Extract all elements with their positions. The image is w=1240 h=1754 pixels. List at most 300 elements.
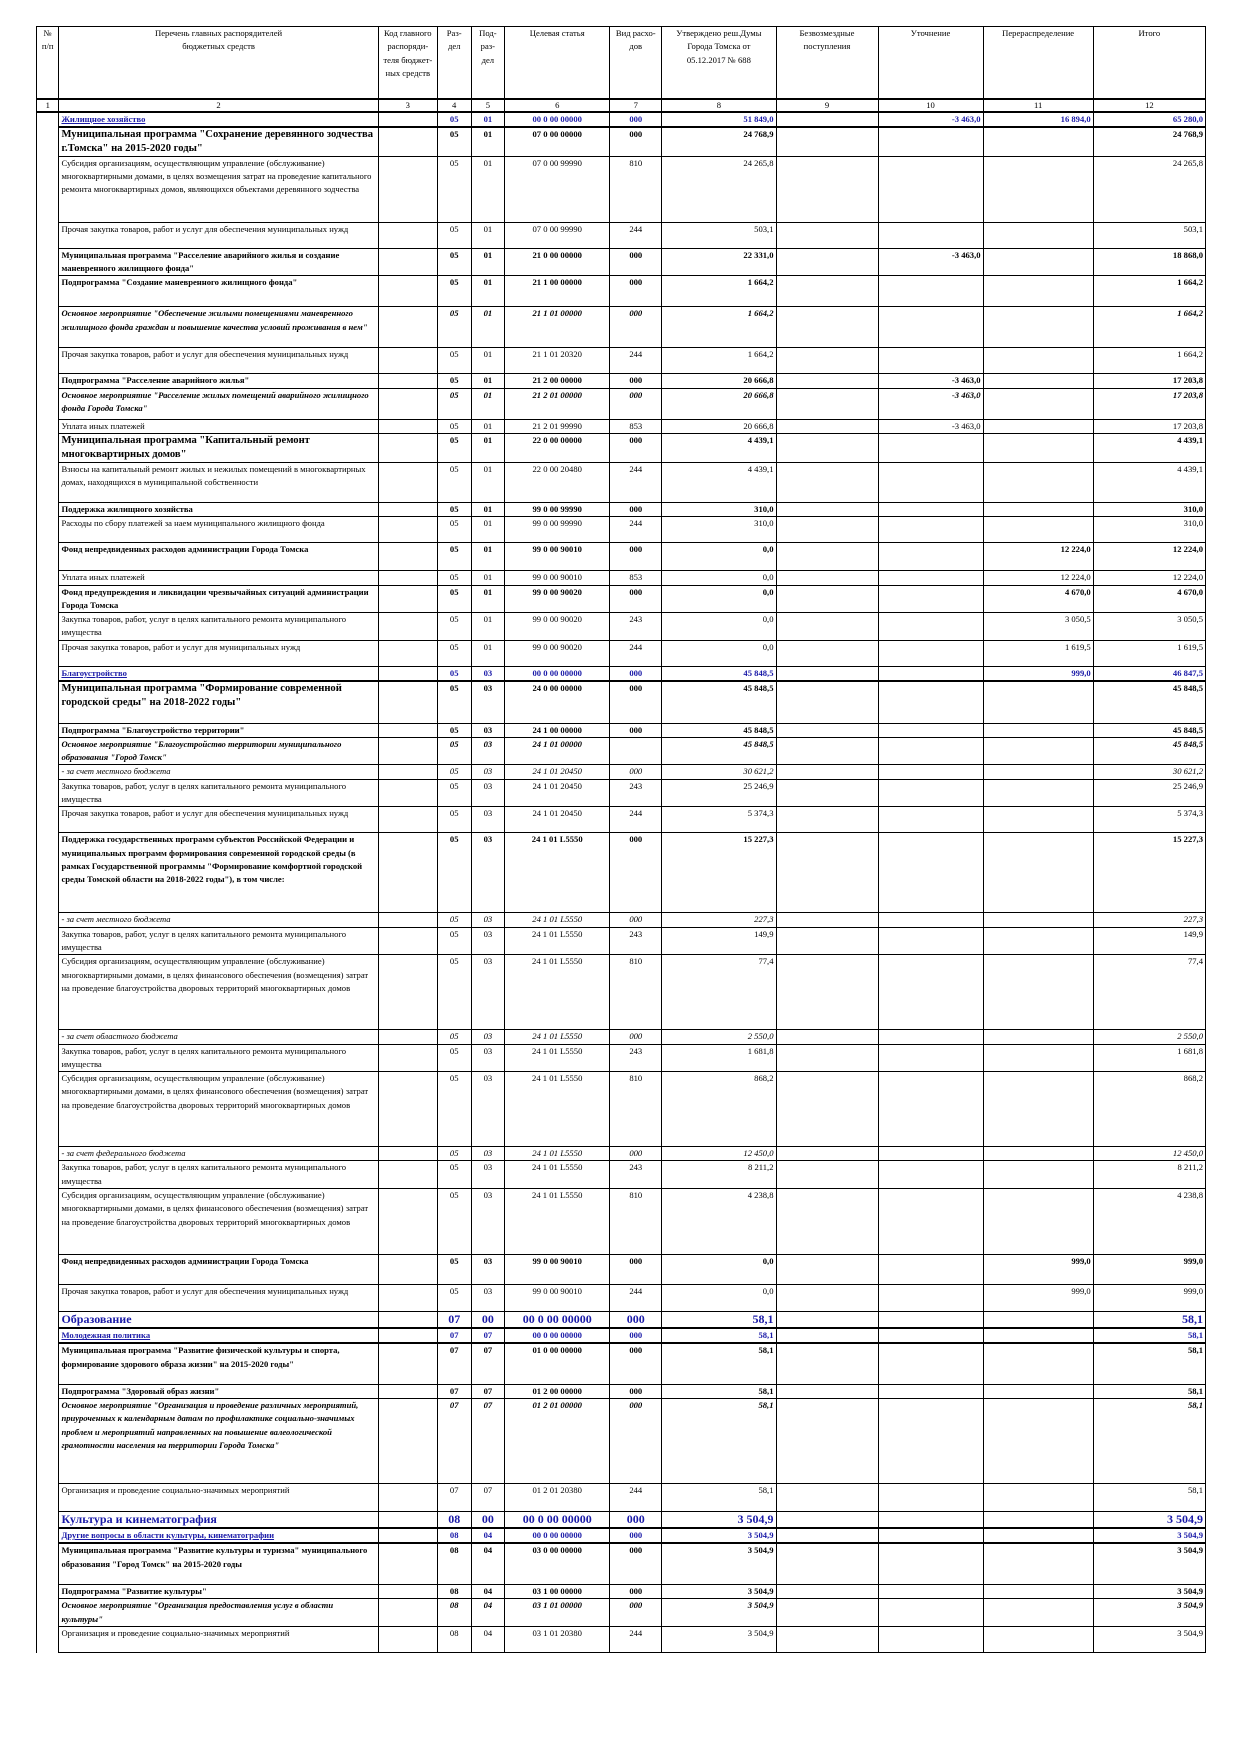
row-name: Закупка товаров, работ, услуг в целях капитального ремонта муниципального имущества xyxy=(59,1161,378,1189)
row-name: Субсидия организациям, осуществляющим управление (обслуживание) многоквартирными домами, в целях финансового обеспечения (возмещения) затрат на проведение благоустройства дворовых территорий многоквартирных домов xyxy=(59,1072,378,1147)
row-approved: 3 504,9 xyxy=(662,1512,776,1529)
row-free-receipts xyxy=(776,640,878,666)
row-section-code: 05 xyxy=(437,613,471,641)
row-free-receipts xyxy=(776,737,878,765)
row-clarification: -3 463,0 xyxy=(878,374,983,388)
row-name: Другие вопросы в области культуры, кинематографии xyxy=(59,1528,378,1543)
table-row xyxy=(37,1599,1206,1627)
table-row xyxy=(37,1030,1206,1044)
row-target-article: 99 0 00 90010 xyxy=(505,543,610,571)
row-total: 12 224,0 xyxy=(1093,571,1205,585)
row-target-article: 22 0 00 20480 xyxy=(505,462,610,502)
col-number: 9 xyxy=(776,99,878,112)
table-row xyxy=(37,1512,1206,1529)
row-expense-type: 000 xyxy=(610,502,662,516)
row-approved: 58,1 xyxy=(662,1484,776,1512)
row-approved: 0,0 xyxy=(662,571,776,585)
row-subsection-code: 03 xyxy=(471,913,505,927)
row-redistribution xyxy=(983,1147,1093,1161)
row-approved: 20 666,8 xyxy=(662,374,776,388)
row-total: 4 238,8 xyxy=(1093,1189,1205,1255)
header-total: Итого xyxy=(1093,27,1205,99)
row-name: Уплата иных платежей xyxy=(59,571,378,585)
row-redistribution xyxy=(983,1312,1093,1329)
row-redistribution: 999,0 xyxy=(983,1285,1093,1312)
table-row xyxy=(37,1399,1206,1484)
col-number: 10 xyxy=(878,99,983,112)
row-section-code: 05 xyxy=(437,723,471,737)
row-target-article: 07 0 00 99990 xyxy=(505,222,610,248)
row-section-code: 05 xyxy=(437,681,471,723)
row-free-receipts xyxy=(776,1384,878,1398)
table-row xyxy=(37,765,1206,779)
row-approved: 0,0 xyxy=(662,543,776,571)
row-name: Благоустройство xyxy=(59,666,378,681)
row-name: Образование xyxy=(59,1312,378,1329)
row-npp xyxy=(37,1072,59,1147)
row-subsection-code: 01 xyxy=(471,517,505,543)
row-name: Подпрограмма "Развитие культуры" xyxy=(59,1584,378,1598)
row-redistribution xyxy=(983,723,1093,737)
row-redistribution xyxy=(983,1543,1093,1584)
row-total: 3 504,9 xyxy=(1093,1584,1205,1598)
row-target-article: 07 0 00 00000 xyxy=(505,127,610,157)
row-target-article: 21 2 01 00000 xyxy=(505,388,610,419)
row-free-receipts xyxy=(776,913,878,927)
row-approved: 149,9 xyxy=(662,927,776,955)
row-subsection-code: 01 xyxy=(471,388,505,419)
row-subsection-code: 01 xyxy=(471,502,505,516)
row-subsection-code: 03 xyxy=(471,1255,505,1285)
row-free-receipts xyxy=(776,1161,878,1189)
row-target-article: 03 0 00 00000 xyxy=(505,1543,610,1584)
col-number: 11 xyxy=(983,99,1093,112)
row-subsection-code: 04 xyxy=(471,1584,505,1598)
row-admin-code xyxy=(378,723,437,737)
row-approved: 0,0 xyxy=(662,1285,776,1312)
table-row xyxy=(37,1312,1206,1329)
row-approved: 2 550,0 xyxy=(662,1030,776,1044)
row-free-receipts xyxy=(776,1528,878,1543)
row-free-receipts xyxy=(776,955,878,1030)
row-npp xyxy=(37,1161,59,1189)
row-free-receipts xyxy=(776,1543,878,1584)
table-row xyxy=(37,374,1206,388)
row-clarification: -3 463,0 xyxy=(878,112,983,127)
row-expense-type: 810 xyxy=(610,1189,662,1255)
row-name: Культура и кинематография xyxy=(59,1512,378,1529)
row-total: 58,1 xyxy=(1093,1312,1205,1329)
row-subsection-code: 04 xyxy=(471,1528,505,1543)
row-expense-type: 810 xyxy=(610,156,662,222)
row-section-code: 05 xyxy=(437,433,471,462)
row-approved: 20 666,8 xyxy=(662,419,776,433)
row-expense-type: 243 xyxy=(610,779,662,807)
row-section-code: 07 xyxy=(437,1484,471,1512)
row-approved: 1 664,2 xyxy=(662,307,776,348)
row-subsection-code: 00 xyxy=(471,1312,505,1329)
row-free-receipts xyxy=(776,833,878,913)
row-expense-type: 000 xyxy=(610,307,662,348)
row-admin-code xyxy=(378,502,437,516)
row-admin-code xyxy=(378,433,437,462)
row-subsection-code: 00 xyxy=(471,1512,505,1529)
row-redistribution xyxy=(983,1072,1093,1147)
row-admin-code xyxy=(378,307,437,348)
row-name: Муниципальная программа "Формирование современной городской среды" на 2018-2022 годы" xyxy=(59,681,378,723)
row-free-receipts xyxy=(776,1599,878,1627)
row-admin-code xyxy=(378,1072,437,1147)
row-expense-type: 000 xyxy=(610,1584,662,1598)
row-free-receipts xyxy=(776,348,878,374)
row-admin-code xyxy=(378,348,437,374)
row-target-article: 01 2 01 00000 xyxy=(505,1399,610,1484)
row-target-article: 07 0 00 99990 xyxy=(505,156,610,222)
row-name: Подпрограмма "Благоустройство территории" xyxy=(59,723,378,737)
row-target-article: 00 0 00 00000 xyxy=(505,112,610,127)
row-total: 4 670,0 xyxy=(1093,585,1205,613)
row-subsection-code: 01 xyxy=(471,348,505,374)
row-free-receipts xyxy=(776,156,878,222)
row-npp xyxy=(37,571,59,585)
row-target-article: 03 1 01 20380 xyxy=(505,1627,610,1653)
row-free-receipts xyxy=(776,307,878,348)
row-section-code: 05 xyxy=(437,502,471,516)
row-total: 149,9 xyxy=(1093,927,1205,955)
row-redistribution xyxy=(983,807,1093,833)
row-target-article: 24 1 01 L5550 xyxy=(505,1189,610,1255)
row-total: 8 211,2 xyxy=(1093,1161,1205,1189)
row-admin-code xyxy=(378,1328,437,1343)
row-target-article: 99 0 00 90020 xyxy=(505,640,610,666)
row-expense-type: 244 xyxy=(610,462,662,502)
row-total: 17 203,8 xyxy=(1093,374,1205,388)
row-name: Закупка товаров, работ, услуг в целях капитального ремонта муниципального имущества xyxy=(59,1044,378,1072)
row-approved: 8 211,2 xyxy=(662,1161,776,1189)
row-approved: 310,0 xyxy=(662,517,776,543)
row-expense-type: 243 xyxy=(610,613,662,641)
row-admin-code xyxy=(378,613,437,641)
row-admin-code xyxy=(378,1285,437,1312)
row-subsection-code: 01 xyxy=(471,419,505,433)
row-clarification xyxy=(878,1147,983,1161)
row-expense-type: 000 xyxy=(610,388,662,419)
row-free-receipts xyxy=(776,571,878,585)
row-approved: 3 504,9 xyxy=(662,1543,776,1584)
row-target-article: 22 0 00 00000 xyxy=(505,433,610,462)
row-expense-type: 000 xyxy=(610,1543,662,1584)
row-redistribution xyxy=(983,1343,1093,1384)
row-subsection-code: 01 xyxy=(471,374,505,388)
table-row xyxy=(37,543,1206,571)
row-npp xyxy=(37,462,59,502)
row-admin-code xyxy=(378,543,437,571)
col-number: 8 xyxy=(662,99,776,112)
row-approved: 4 439,1 xyxy=(662,433,776,462)
row-free-receipts xyxy=(776,1255,878,1285)
table-row xyxy=(37,1072,1206,1147)
row-npp xyxy=(37,1599,59,1627)
row-redistribution xyxy=(983,1599,1093,1627)
row-total: 25 246,9 xyxy=(1093,779,1205,807)
row-admin-code xyxy=(378,462,437,502)
row-npp xyxy=(37,1512,59,1529)
row-free-receipts xyxy=(776,585,878,613)
row-total: 1 681,8 xyxy=(1093,1044,1205,1072)
row-approved: 0,0 xyxy=(662,613,776,641)
row-total: 503,1 xyxy=(1093,222,1205,248)
row-clarification xyxy=(878,1512,983,1529)
col-number: 5 xyxy=(471,99,505,112)
row-clarification xyxy=(878,1399,983,1484)
row-expense-type: 244 xyxy=(610,1627,662,1653)
table-row xyxy=(37,737,1206,765)
row-total: 45 848,5 xyxy=(1093,723,1205,737)
row-name: Прочая закупка товаров, работ и услуг для обеспечения муниципальных нужд xyxy=(59,1285,378,1312)
row-approved: 25 246,9 xyxy=(662,779,776,807)
row-clarification xyxy=(878,765,983,779)
row-name: Поддержка государственных программ субъектов Российской Федерации и муниципальных программ формирования современной городской среды (в рамках Государственной программы "Формирование комфортной городской среды Томской области на 2018-2022 годы"), в том числе: xyxy=(59,833,378,913)
table-row xyxy=(37,1484,1206,1512)
row-total: 18 868,0 xyxy=(1093,248,1205,276)
row-clarification xyxy=(878,502,983,516)
row-section-code: 05 xyxy=(437,913,471,927)
row-section-code: 05 xyxy=(437,737,471,765)
row-expense-type: 000 xyxy=(610,913,662,927)
row-clarification: -3 463,0 xyxy=(878,419,983,433)
row-clarification xyxy=(878,517,983,543)
row-expense-type: 000 xyxy=(610,1328,662,1343)
row-target-article: 00 0 00 00000 xyxy=(505,1312,610,1329)
row-subsection-code: 03 xyxy=(471,1285,505,1312)
row-subsection-code: 03 xyxy=(471,666,505,681)
row-redistribution xyxy=(983,1044,1093,1072)
row-total: 45 848,5 xyxy=(1093,681,1205,723)
row-name: Субсидия организациям, осуществляющим управление (обслуживание) многоквартирными домами, в целях финансового обеспечения (возмещения) затрат на проведение благоустройства дворовых территорий многоквартирных домов xyxy=(59,955,378,1030)
row-section-code: 05 xyxy=(437,1189,471,1255)
row-free-receipts xyxy=(776,1627,878,1653)
row-section-code: 05 xyxy=(437,307,471,348)
row-target-article: 24 1 01 L5550 xyxy=(505,1044,610,1072)
row-approved: 1 681,8 xyxy=(662,1044,776,1072)
row-subsection-code: 03 xyxy=(471,1044,505,1072)
row-section-code: 07 xyxy=(437,1328,471,1343)
row-redistribution xyxy=(983,927,1093,955)
row-npp xyxy=(37,1484,59,1512)
row-section-code: 08 xyxy=(437,1584,471,1598)
row-expense-type: 000 xyxy=(610,723,662,737)
row-subsection-code: 01 xyxy=(471,543,505,571)
row-target-article: 24 0 00 00000 xyxy=(505,681,610,723)
row-subsection-code: 03 xyxy=(471,681,505,723)
table-row xyxy=(37,723,1206,737)
table-row xyxy=(37,1189,1206,1255)
row-admin-code xyxy=(378,517,437,543)
row-section-code: 07 xyxy=(437,1384,471,1398)
row-free-receipts xyxy=(776,1030,878,1044)
row-total: 227,3 xyxy=(1093,913,1205,927)
row-total: 12 224,0 xyxy=(1093,543,1205,571)
col-number: 2 xyxy=(59,99,378,112)
row-approved: 45 848,5 xyxy=(662,723,776,737)
row-subsection-code: 03 xyxy=(471,1072,505,1147)
row-expense-type: 000 xyxy=(610,1512,662,1529)
row-npp xyxy=(37,1312,59,1329)
row-expense-type: 244 xyxy=(610,1285,662,1312)
row-section-code: 08 xyxy=(437,1512,471,1529)
row-target-article: 01 0 00 00000 xyxy=(505,1343,610,1384)
row-npp xyxy=(37,779,59,807)
row-free-receipts xyxy=(776,1189,878,1255)
row-name: Прочая закупка товаров, работ и услуг для муниципальных нужд xyxy=(59,640,378,666)
row-total: 3 504,9 xyxy=(1093,1627,1205,1653)
row-total: 3 050,5 xyxy=(1093,613,1205,641)
table-row xyxy=(37,666,1206,681)
row-redistribution: 3 050,5 xyxy=(983,613,1093,641)
row-npp xyxy=(37,374,59,388)
row-subsection-code: 01 xyxy=(471,307,505,348)
row-redistribution xyxy=(983,502,1093,516)
row-expense-type: 853 xyxy=(610,571,662,585)
col-number: 7 xyxy=(610,99,662,112)
table-row xyxy=(37,248,1206,276)
table-row xyxy=(37,779,1206,807)
row-clarification xyxy=(878,1343,983,1384)
table-row xyxy=(37,1584,1206,1598)
row-redistribution xyxy=(983,127,1093,157)
row-total: 77,4 xyxy=(1093,955,1205,1030)
row-section-code: 08 xyxy=(437,1543,471,1584)
row-total: 3 504,9 xyxy=(1093,1512,1205,1529)
row-redistribution xyxy=(983,517,1093,543)
row-free-receipts xyxy=(776,1512,878,1529)
row-redistribution xyxy=(983,1384,1093,1398)
row-expense-type: 244 xyxy=(610,348,662,374)
row-npp xyxy=(37,613,59,641)
row-free-receipts xyxy=(776,388,878,419)
row-subsection-code: 01 xyxy=(471,222,505,248)
row-approved: 30 621,2 xyxy=(662,765,776,779)
row-free-receipts xyxy=(776,723,878,737)
row-total: 1 619,5 xyxy=(1093,640,1205,666)
row-free-receipts xyxy=(776,666,878,681)
row-approved: 3 504,9 xyxy=(662,1584,776,1598)
row-total: 15 227,3 xyxy=(1093,833,1205,913)
row-admin-code xyxy=(378,1384,437,1398)
row-free-receipts xyxy=(776,681,878,723)
row-name: Расходы по сбору платежей за наем муниципального жилищного фонда xyxy=(59,517,378,543)
row-total: 17 203,8 xyxy=(1093,419,1205,433)
row-free-receipts xyxy=(776,807,878,833)
row-total: 30 621,2 xyxy=(1093,765,1205,779)
column-number-row xyxy=(37,99,1206,112)
row-redistribution: 12 224,0 xyxy=(983,571,1093,585)
row-section-code: 05 xyxy=(437,1285,471,1312)
row-clarification xyxy=(878,640,983,666)
row-section-code: 05 xyxy=(437,807,471,833)
row-approved: 45 848,5 xyxy=(662,681,776,723)
row-total: 17 203,8 xyxy=(1093,388,1205,419)
row-target-article: 00 0 00 00000 xyxy=(505,1528,610,1543)
row-clarification: -3 463,0 xyxy=(878,248,983,276)
row-clarification xyxy=(878,913,983,927)
row-admin-code xyxy=(378,276,437,307)
row-npp xyxy=(37,1584,59,1598)
row-approved: 503,1 xyxy=(662,222,776,248)
header-subsection: Под- раз- дел xyxy=(471,27,505,99)
row-target-article: 24 1 01 L5550 xyxy=(505,913,610,927)
row-redistribution xyxy=(983,833,1093,913)
row-subsection-code: 01 xyxy=(471,433,505,462)
row-target-article: 99 0 00 90010 xyxy=(505,571,610,585)
row-section-code: 05 xyxy=(437,571,471,585)
row-approved: 1 664,2 xyxy=(662,276,776,307)
row-total: 3 504,9 xyxy=(1093,1543,1205,1584)
row-target-article: 24 1 01 L5550 xyxy=(505,1161,610,1189)
row-section-code: 05 xyxy=(437,543,471,571)
row-redistribution xyxy=(983,248,1093,276)
row-free-receipts xyxy=(776,1328,878,1343)
row-section-code: 05 xyxy=(437,1147,471,1161)
row-name: - за счет областного бюджета xyxy=(59,1030,378,1044)
row-npp xyxy=(37,913,59,927)
row-npp xyxy=(37,1044,59,1072)
row-free-receipts xyxy=(776,1044,878,1072)
row-target-article: 00 0 00 00000 xyxy=(505,1512,610,1529)
row-target-article: 00 0 00 00000 xyxy=(505,666,610,681)
row-section-code: 05 xyxy=(437,419,471,433)
row-subsection-code: 01 xyxy=(471,640,505,666)
table-row xyxy=(37,613,1206,641)
col-number: 3 xyxy=(378,99,437,112)
row-total: 999,0 xyxy=(1093,1255,1205,1285)
row-expense-type: 000 xyxy=(610,1255,662,1285)
row-subsection-code: 03 xyxy=(471,765,505,779)
table-row xyxy=(37,1328,1206,1343)
row-admin-code xyxy=(378,419,437,433)
row-total: 5 374,3 xyxy=(1093,807,1205,833)
row-npp xyxy=(37,955,59,1030)
row-name: Подпрограмма "Создание маневренного жилищного фонда" xyxy=(59,276,378,307)
row-section-code: 07 xyxy=(437,1399,471,1484)
row-name: Основное мероприятие "Благоустройство территории муниципального образования "Город Томск" xyxy=(59,737,378,765)
row-free-receipts xyxy=(776,779,878,807)
row-total: 2 550,0 xyxy=(1093,1030,1205,1044)
row-clarification xyxy=(878,613,983,641)
row-section-code: 05 xyxy=(437,374,471,388)
row-admin-code xyxy=(378,737,437,765)
row-clarification xyxy=(878,1384,983,1398)
row-expense-type: 000 xyxy=(610,543,662,571)
row-expense-type: 000 xyxy=(610,833,662,913)
row-approved: 0,0 xyxy=(662,585,776,613)
row-approved: 5 374,3 xyxy=(662,807,776,833)
row-total: 4 439,1 xyxy=(1093,462,1205,502)
row-subsection-code: 03 xyxy=(471,807,505,833)
row-section-code: 05 xyxy=(437,156,471,222)
table-row xyxy=(37,1343,1206,1384)
row-admin-code xyxy=(378,1343,437,1384)
row-expense-type: 810 xyxy=(610,955,662,1030)
row-admin-code xyxy=(378,248,437,276)
row-approved: 12 450,0 xyxy=(662,1147,776,1161)
table-row xyxy=(37,1147,1206,1161)
table-row xyxy=(37,307,1206,348)
row-admin-code xyxy=(378,112,437,127)
table-row xyxy=(37,571,1206,585)
row-free-receipts xyxy=(776,276,878,307)
table-row xyxy=(37,681,1206,723)
